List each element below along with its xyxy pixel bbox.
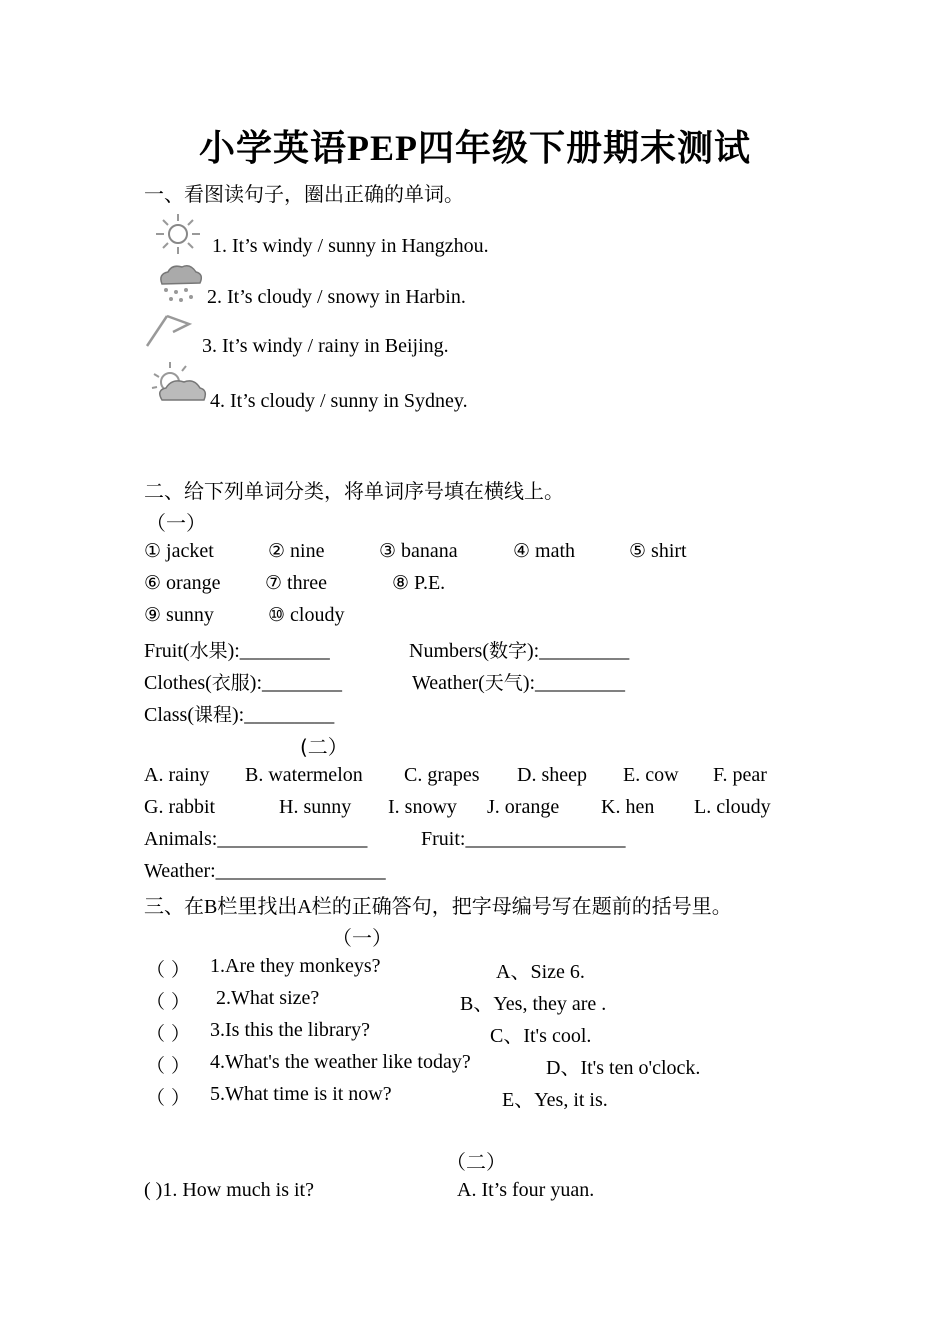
- question-1-4: 4. It’s cloudy / sunny in Sydney.: [210, 390, 468, 412]
- part-2-answer-a: A. It’s four yuan.: [457, 1179, 595, 1201]
- answer-bracket-3: （ ）: [146, 1023, 191, 1045]
- option-a: A. rainy: [144, 764, 210, 786]
- word-1: ① jacket: [144, 540, 214, 562]
- weather-blank: Weather:_________________: [144, 860, 386, 882]
- match-question-4: 4.What's the weather like today?: [210, 1051, 471, 1073]
- word-10: ⑩ cloudy: [268, 604, 345, 626]
- option-k: K. hen: [601, 796, 655, 818]
- word-3: ③ banana: [379, 540, 458, 562]
- question-1-1: 1. It’s windy / sunny in Hangzhou.: [212, 235, 489, 257]
- word-6: ⑥ orange: [144, 572, 221, 594]
- section-2-part-1-label: （一）: [146, 511, 206, 535]
- section-2-heading: 二、给下列单词分类，将单词序号填在横线上。: [144, 479, 564, 503]
- section-3-part-1-label: （一）: [332, 926, 392, 950]
- word-4: ④ math: [513, 540, 576, 562]
- sun-cloud-icon: [148, 360, 210, 408]
- section-2-part-2-label: (二）: [300, 735, 348, 759]
- category-weather: Weather(天气):_________: [412, 672, 626, 694]
- fruit-blank: Fruit:________________: [421, 828, 626, 850]
- page-title: 小学英语PEP四年级下册期末测试: [198, 128, 752, 169]
- category-numbers: Numbers(数字):_________: [409, 640, 630, 662]
- section-3-part-2-label: （二）: [446, 1150, 506, 1174]
- match-question-2: 2.What size?: [216, 987, 320, 1009]
- answer-bracket-4: （ ）: [146, 1055, 191, 1077]
- match-answer-d: D、It's ten o'clock.: [546, 1057, 701, 1079]
- option-c: C. grapes: [404, 764, 480, 786]
- match-answer-e: E、Yes, it is.: [502, 1089, 608, 1111]
- match-answer-b: B、Yes, they are .: [460, 993, 607, 1015]
- word-7: ⑦ three: [265, 572, 328, 594]
- answer-bracket-1: （ ）: [146, 959, 191, 981]
- word-9: ⑨ sunny: [144, 604, 214, 626]
- match-question-3: 3.Is this the library?: [210, 1019, 370, 1041]
- match-answer-c: C、It's cool.: [490, 1025, 592, 1047]
- word-8: ⑧ P.E.: [392, 572, 446, 594]
- option-f: F. pear: [713, 764, 767, 786]
- section-3-heading: 三、在B栏里找出A栏的正确答句，把字母编号写在题前的括号里。: [144, 894, 732, 918]
- category-clothes: Clothes(衣服):________: [144, 672, 343, 694]
- word-5: ⑤ shirt: [629, 540, 687, 562]
- option-d: D. sheep: [517, 764, 587, 786]
- option-l: L. cloudy: [694, 796, 771, 818]
- section-1-heading: 一、看图读句子，圈出正确的单词。: [144, 182, 464, 206]
- option-g: G. rabbit: [144, 796, 216, 818]
- word-2: ② nine: [268, 540, 325, 562]
- option-h: H. sunny: [279, 796, 352, 818]
- part-2-question-1: ( )1. How much is it?: [144, 1179, 314, 1201]
- sun-icon: [148, 212, 206, 256]
- question-1-2: 2. It’s cloudy / snowy in Harbin.: [207, 286, 466, 308]
- match-question-5: 5.What time is it now?: [210, 1083, 392, 1105]
- animals-blank: Animals:_______________: [144, 828, 368, 850]
- wind-flag-icon: [143, 310, 199, 352]
- answer-bracket-2: （ ）: [146, 991, 191, 1013]
- category-class: Class(课程):_________: [144, 704, 335, 726]
- snow-cloud-icon: [154, 262, 206, 306]
- option-j: J. orange: [487, 796, 560, 818]
- category-fruit: Fruit(水果):_________: [144, 640, 330, 662]
- match-answer-a: A、Size 6.: [496, 961, 585, 983]
- answer-bracket-5: （ ）: [146, 1087, 191, 1109]
- question-1-3: 3. It’s windy / rainy in Beijing.: [202, 335, 449, 357]
- match-question-1: 1.Are they monkeys?: [210, 955, 381, 977]
- option-e: E. cow: [623, 764, 679, 786]
- option-i: I. snowy: [388, 796, 457, 818]
- option-b: B. watermelon: [245, 764, 363, 786]
